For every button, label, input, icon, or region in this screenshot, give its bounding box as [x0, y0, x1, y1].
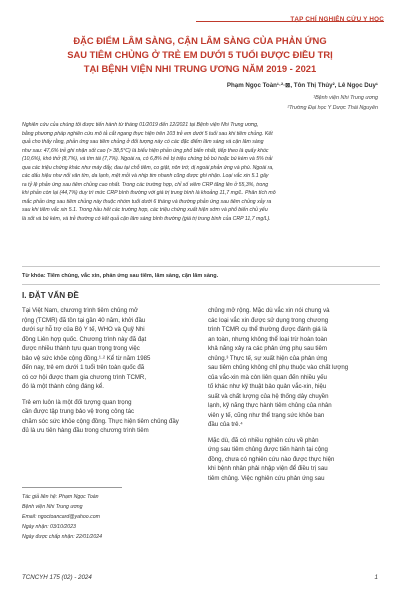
body-line: lạnh, kỹ năng thực hành tiêm chủng của nhân	[208, 402, 332, 409]
body-line: chủng mở rộng. Mặc dù vắc xin nói chung và	[208, 307, 330, 314]
body-line: đồng Liên hợp quốc. Chương trình này đã đạt	[22, 335, 147, 343]
body-line: an toàn, nhưng không thể loại trừ hoàn toàn	[208, 335, 328, 343]
body-line: sau tiêm chủng không chỉ phụ thuộc vào chất lượng	[208, 364, 349, 371]
footnote-line: Tác giả liên hệ: Phạm Ngọc Toàn	[22, 494, 99, 500]
title-line: SAU TIÊM CHỦNG Ở TRẺ EM DƯỚI 5 TUỔI ĐƯỢC ĐIỀU TRỊ	[67, 49, 333, 60]
section-heading: I. ĐẶT VẤN ĐỀ	[22, 291, 79, 300]
affiliation-2: ²Trường Đại học Y Dược Thái Nguyên	[287, 105, 378, 111]
article-title	[34, 34, 366, 76]
body-line: viên y tế, cũng như thể trạng sức khỏe ban	[208, 411, 325, 419]
abstract-line: (10,6%), khó thở (8,7%), và tím tái (7,7%). Ngoài ra, có 6,8% trẻ bị triệu chứng bỏ bú hoặc bú kém và 5% trải	[22, 156, 273, 162]
body-line: chủng.³ Thực tế, sự xuất hiện của phản ứng	[208, 354, 328, 362]
body-line: đầu của trẻ.⁴	[208, 421, 243, 428]
body-line: rộng (TCMR) đã tồn tại gần 40 năm, khởi đầu	[22, 316, 146, 324]
body-line: tiêm chủng. Việc nghiên cứu phản ứng sau	[208, 474, 325, 482]
body-line: Trẻ em luôn là một đối tượng quan trọng	[22, 398, 132, 406]
body-line: khả năng xảy ra các phản ứng phụ sau tiêm	[208, 345, 327, 352]
footnote-divider	[22, 487, 122, 488]
body-line: của vắc-xin mà còn liên quan đến nhiều yếu	[208, 373, 327, 381]
title-line: ĐẶC ĐIỂM LÂM SÀNG, CẬN LÂM SÀNG CỦA PHẢN ỨNG	[73, 35, 327, 46]
divider	[22, 284, 380, 285]
abstract-line: là sốt và bú kém, và trẻ thường có kết quả cận lâm sàng bình thường (giá trị trung bình của CRP 11,7 mg/L).	[22, 215, 271, 222]
abstract-line: quả cho thấy rằng, phản ứng sau tiêm chủng ở đối tượng này có các đặc điểm lâm sàng và cận lâm sàng	[22, 139, 264, 145]
abstract-line: các dấu hiệu như nổi vân tím, da lạnh, mệt mỏi và nhịp tim nhanh cũng được ghi nhận. Loại vắc xin 5.1 gây	[22, 173, 269, 179]
abstract-line: mắc phản ứng sau tiêm chủng này thuộc nhóm tuổi dưới 6 tháng và thường phản ứng sau tiêm chủng xảy ra	[22, 198, 272, 205]
abstract-line: sau khi tiêm vắc xin 5.1. Trong hầu hết các trường hợp, các triệu chứng xuất hiện sớm và phổ biến chủ yếu	[22, 207, 268, 213]
abstract-line: bằng phương pháp nghiên cứu mô tả cắt ngang thực hiện trên 103 trẻ em dưới 5 tuổi sau khi tiêm chủng. Kết	[22, 130, 273, 137]
body-line: khi bệnh nhân phải nhập viện để điều trị sau	[208, 465, 328, 472]
footnote-line: Bệnh viện Nhi Trung ương	[22, 504, 83, 510]
journal-header	[196, 8, 384, 22]
body-line: được nhiều thành tựu quan trọng trong việc	[22, 345, 140, 352]
body-line: đủ là ưu tiên hàng đầu trong chương trình tiêm	[22, 427, 149, 434]
footer-journal: TCNCYH 175 (02) - 2024	[22, 574, 92, 581]
abstract-line: Nghiên cứu của chúng tôi được tiến hành từ tháng 01/2019 đến 12/2021 tại Bệnh viện Nhi Trung ương,	[22, 122, 259, 128]
body-line: đến nay, trẻ em dưới 1 tuổi trên toàn quốc đã	[22, 364, 145, 371]
body-line: bảo vệ sức khỏe cộng đồng.¹·² Kể từ năm 1985	[22, 354, 151, 362]
keywords: Từ khóa: Tiêm chủng, vắc xin, phản ứng sau tiêm, lâm sàng, cận lâm sàng.	[22, 273, 219, 279]
divider	[22, 266, 380, 267]
journal-name: TẠP CHÍ NGHIÊN CỨU Y HỌC	[290, 16, 384, 23]
footnote-line: Ngày nhận: 03/10/2023	[22, 524, 76, 530]
footnote-line: Ngày được chấp nhận: 22/01/2024	[22, 534, 102, 540]
left-column	[22, 306, 194, 436]
body-line: Mặc dù, đã có nhiều nghiên cứu về phản	[208, 436, 319, 444]
body-line: tố khác như kỹ thuật bảo quản vắc-xin, hiệu	[208, 383, 327, 390]
right-column	[208, 306, 380, 483]
body-line: Tại Việt Nam, chương trình tiêm chủng mở	[22, 307, 138, 314]
abstract-line: như sau: 47,6% trẻ ghi nhận sốt cao (> 38,5°C) là biểu hiện phản ứng phổ biến nhất, tiếp theo là quấy khóc	[22, 147, 269, 154]
body-line: ứng sau tiêm chủng được tiến hành tại cộng	[208, 446, 328, 453]
correspondence-footnote	[22, 492, 102, 542]
title-line: TẠI BỆNH VIỆN NHI TRUNG ƯƠNG NĂM 2019 - 2021	[83, 63, 317, 74]
page-number: 1	[374, 574, 378, 581]
abstract-line: qua các triệu chứng khác như máy đẩy, đau tại chỗ tiêm, co giật, nôn trớ, dị ngoài phản ứng và phù. Ngoài ra,	[22, 164, 274, 171]
abstract	[22, 121, 380, 223]
body-line: suất và chất lượng của hệ thống dây chuyền	[208, 392, 329, 400]
body-line: cần được tập trung bảo vệ trong công tác	[22, 408, 135, 415]
abstract-line: ra tỷ lệ phản ứng sau tiêm chủng cao nhất. Trong các trường hợp, chỉ số viêm CRP tăng lên ở 55,3%, trong	[22, 181, 269, 188]
affiliation-1: ¹Bệnh viện Nhi Trung ương	[313, 95, 378, 101]
footnote-line: Email: ngoctoancard@yahoo.com	[22, 514, 100, 520]
body-line: đó là một thành công đáng kể.	[22, 383, 104, 390]
body-line: chăm sóc sức khỏe cộng đồng. Thực hiện tiêm chủng đầy	[22, 417, 179, 425]
body-line: trình TCMR cụ thể thường được đánh giá là	[208, 326, 328, 333]
abstract-line: khi phản còn lại (44,7%) duy trì mức CRP bình thường với giá trị trung bình là khoảng 11,7 mg/L. Phân tích mô	[22, 190, 276, 196]
body-line: đồng, chưa có nghiên cứu nào được thực hiện	[208, 455, 335, 463]
body-line: dưới sự hỗ trợ của Bộ Y tế, WHO và Quỹ Nhi	[22, 326, 145, 333]
authors: Phạm Ngọc Toàn¹·²·⊠, Tôn Thị Thủy², Lê Ngọc Duy¹	[226, 82, 378, 89]
body-line: các loại vắc xin được sử dụng trong chương	[208, 316, 329, 324]
body-line: có cơ hội được tham gia chương trình TCMR,	[22, 373, 147, 381]
